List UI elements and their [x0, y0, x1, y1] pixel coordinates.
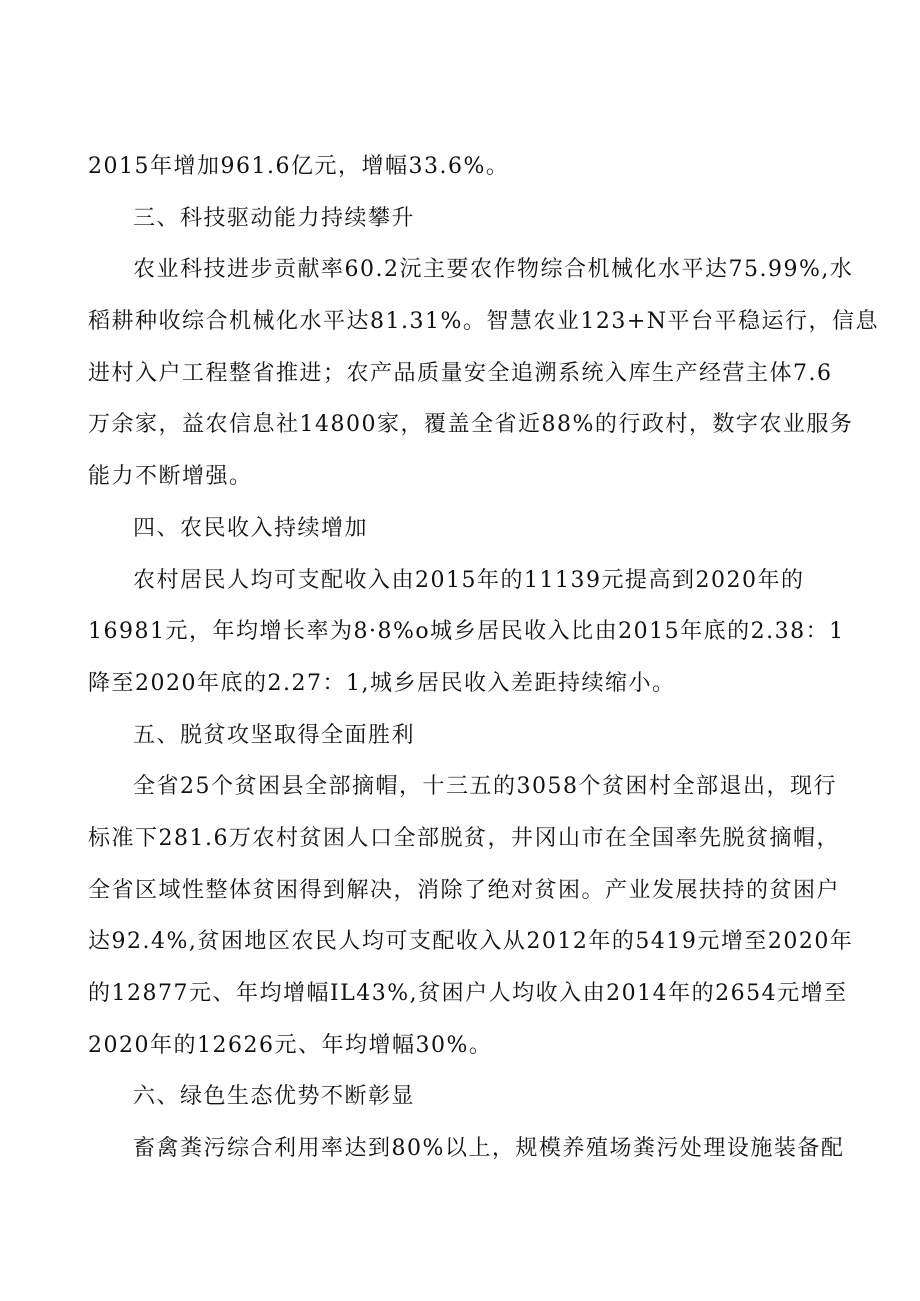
paragraph-line: 2020年的12626元、年均增幅30%。	[88, 1032, 493, 1058]
paragraph-line: 全省区域性整体贫困得到解决，消除了绝对贫困。产业发展扶持的贫困户	[88, 877, 841, 903]
paragraph-line: 能力不断增强。	[88, 464, 253, 490]
section-heading: 六、绿色生态优势不断彰显	[133, 1084, 416, 1110]
paragraph-line: 2015年增加961.6亿元，增幅33.6%。	[88, 154, 510, 179]
paragraph-line: 降至2020年底的2.27：1,城乡居民收入差距持续缩小。	[88, 670, 676, 696]
paragraph-line: 标准下281.6万农村贫困人口全部脱贫，井冈山市在全国率先脱贫摘帽，	[88, 825, 840, 851]
paragraph-line: 的12877元、年均增幅IL43%,贫困户人均收入由2014年的2654元增至	[88, 981, 848, 1006]
section-heading: 四、农民收入持续增加	[133, 515, 369, 541]
section-heading: 三、科技驱动能力持续攀升	[133, 205, 416, 231]
section-heading: 五、脱贫攻坚取得全面胜利	[133, 722, 416, 748]
paragraph-line: 农业科技进步贡献率60.2沅主要农作物综合机械化水平达75.99%,水	[133, 257, 854, 283]
paragraph-line: 农村居民人均可支配收入由2015年的11139元提高到2020年的	[133, 567, 805, 593]
paragraph-line: 畜禽粪污综合利用率达到80%以上，规模养殖场粪污处理设施装备配	[133, 1136, 845, 1162]
paragraph-line: 16981元，年均增长率为8·8%o城乡居民收入比由2015年底的2.38：1	[88, 619, 845, 645]
paragraph-line: 万余家，益农信息社14800家，覆盖全省近88%的行政村，数字农业服务	[88, 412, 854, 438]
paragraph-line: 稻耕种收综合机械化水平达81.31%。智慧农业123+N平台平稳运行，信息	[88, 309, 880, 335]
paragraph-line: 达92.4%,贫困地区农民人均可支配收入从2012年的5419元增至2020年	[88, 929, 854, 955]
document-page	[88, 147, 880, 1181]
paragraph-line: 进村入户工程整省推进；农产品质量安全追溯系统入库生产经营主体7.6	[88, 360, 833, 386]
paragraph-line: 全省25个贫困县全部摘帽，十三五的3058个贫困村全部退出，现行	[133, 774, 837, 800]
